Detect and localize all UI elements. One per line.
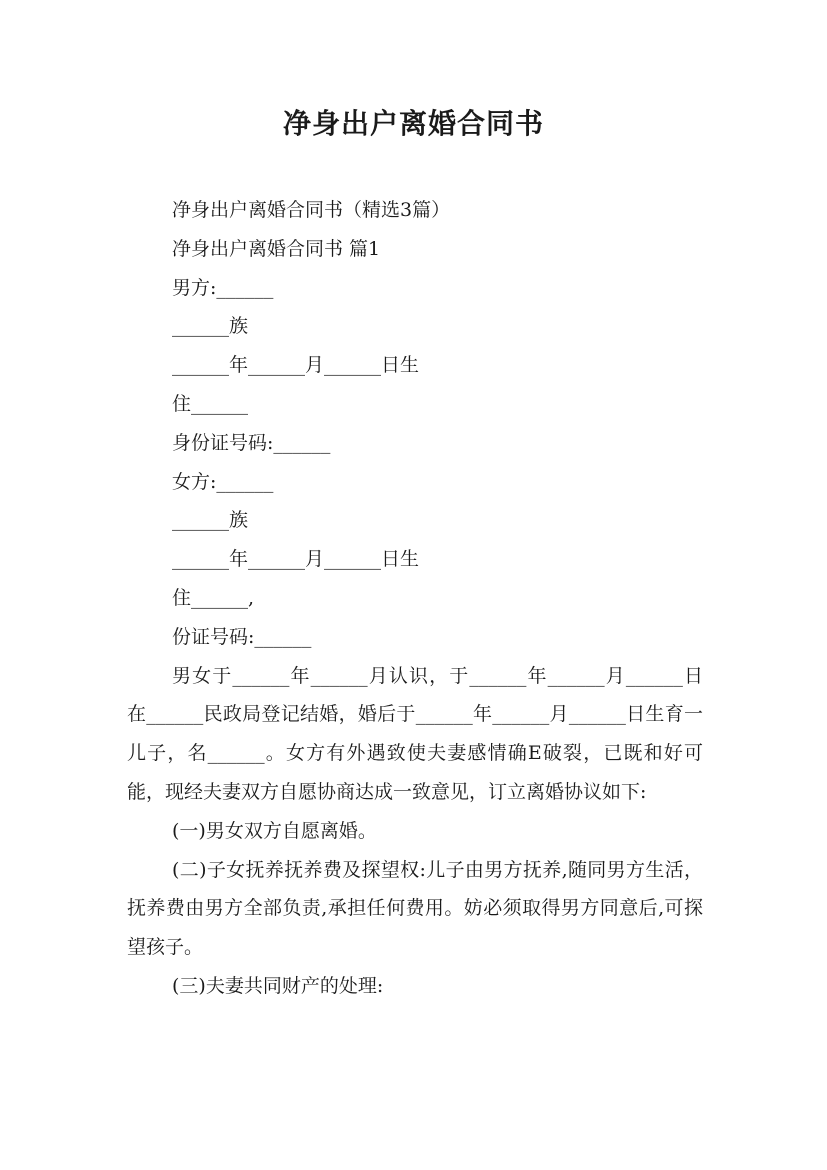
female-id-line: 份证号码:______ bbox=[172, 625, 312, 648]
female-party-line: 女方:______ bbox=[172, 470, 274, 493]
male-address-line: 住______ bbox=[172, 392, 249, 415]
document-title: 净身出户离婚合同书 bbox=[282, 107, 544, 140]
female-ethnicity-line: ______族 bbox=[172, 509, 249, 532]
subtitle-line: 净身出户离婚合同书（精选3篇） bbox=[172, 199, 451, 221]
marriage-history-paragraph: 男女于______年______月认识，于______年______月______日在______民政局登记结婚，婚后于______年______月______日生育一儿子，名______。女方有外遇致使夫妻感情确E破裂，已既和好可能，现经夫妻双方自愿协商达成一致意见，订立离婚协议如下: bbox=[127, 664, 703, 803]
female-address-line: 住______, bbox=[172, 586, 255, 609]
female-birthdate-line: ______年______月______日生 bbox=[172, 548, 420, 571]
clause-3-paragraph: (三)夫妻共同财产的处理: bbox=[172, 974, 384, 997]
clause-2-paragraph: (二)子女抚养抚养费及探望权:儿子由男方抚养,随同男方生活，抚养费由男方全部负责,承担任何费用。妨必须取得男方同意后,可探望孩子。 bbox=[127, 858, 703, 959]
clause-1-paragraph: (一)男女双方自愿离婚。 bbox=[172, 819, 377, 842]
male-birthdate-line: ______年______月______日生 bbox=[172, 354, 420, 377]
male-ethnicity-line: ______族 bbox=[172, 315, 249, 338]
section-heading: 净身出户离婚合同书 篇1 bbox=[172, 237, 381, 260]
male-id-line: 身份证号码:______ bbox=[172, 431, 331, 454]
document-body bbox=[127, 191, 703, 1006]
male-party-line: 男方:______ bbox=[172, 276, 274, 299]
